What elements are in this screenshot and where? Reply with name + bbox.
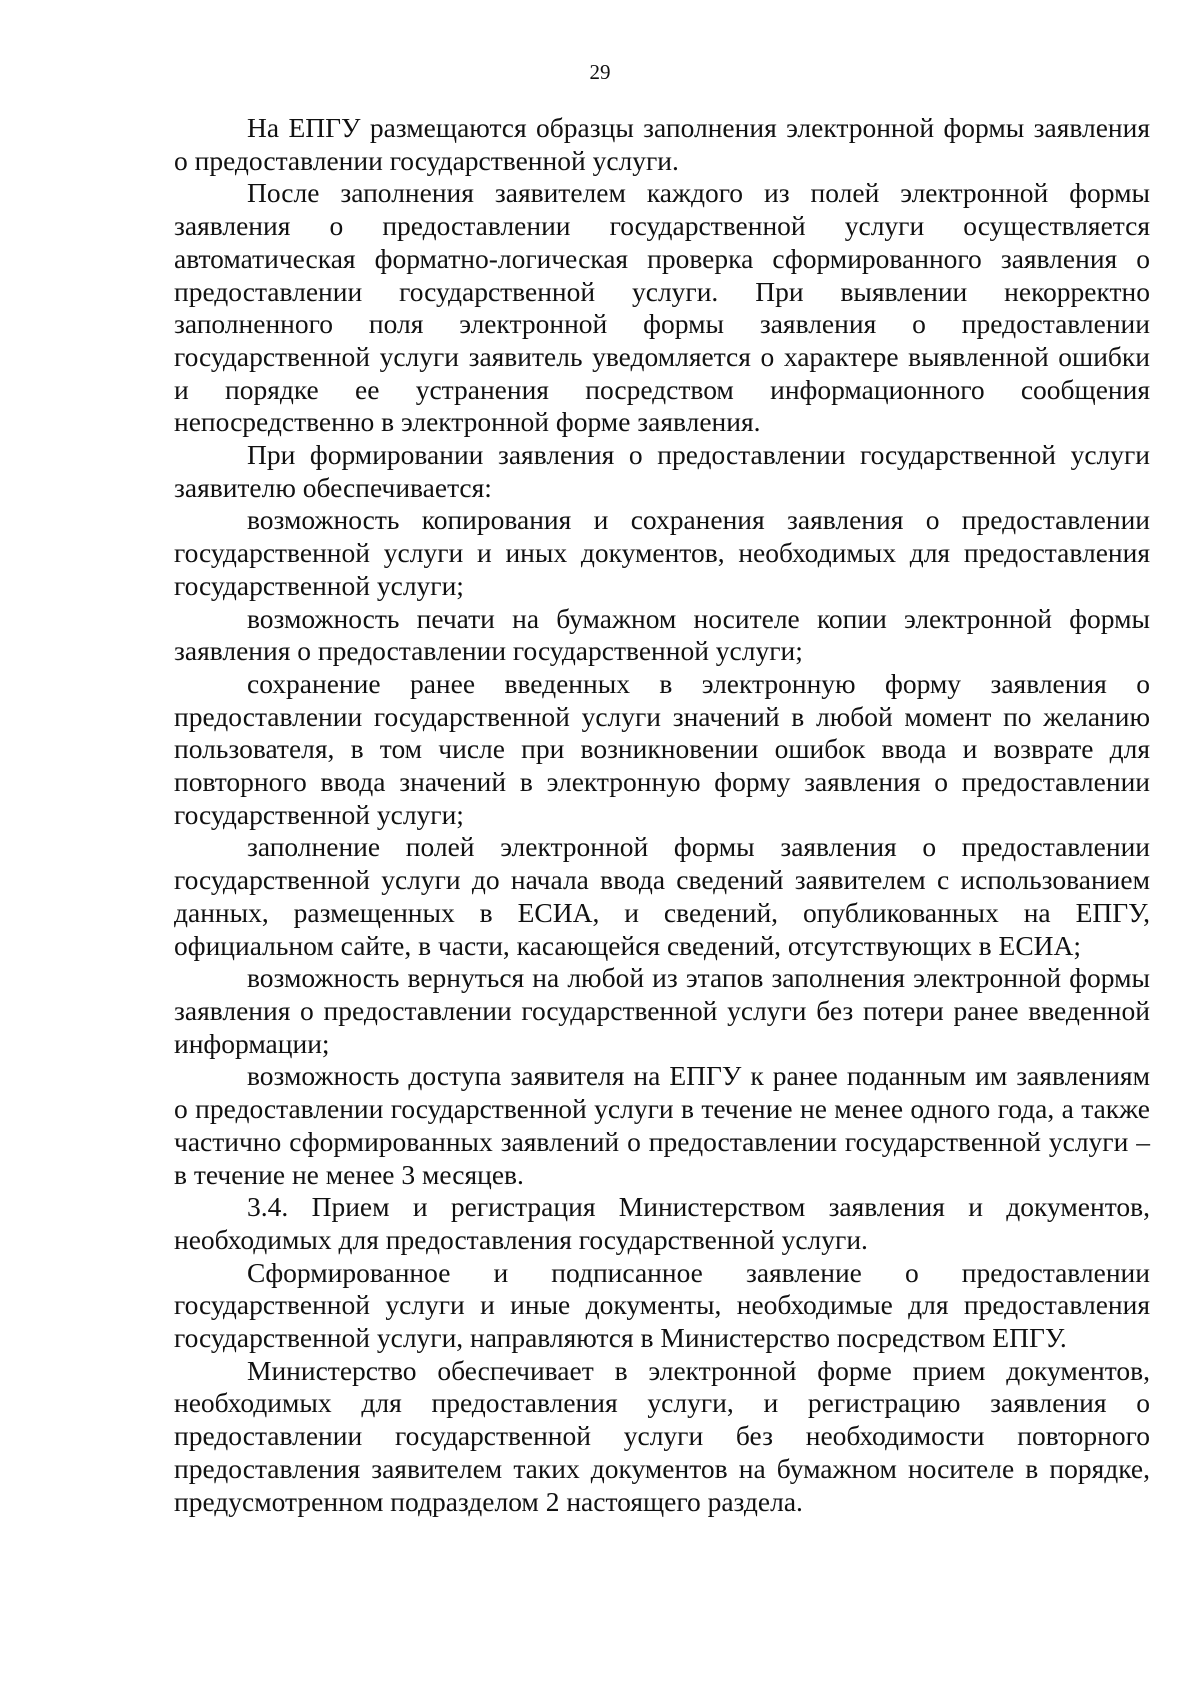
paragraph-signed-application: Сформированное и подписанное заявление о предоставлении государственной услуги и иные документы, необходимые для предоставления государственной услуги, направляются в Министерство посредством ЕПГУ. (174, 1256, 1150, 1354)
paragraph-epgu-samples: На ЕПГУ размещаются образцы заполнения электронной формы заявления о предоставлении государственной услуги. (174, 112, 1150, 176)
list-item-prefill-esia: заполнение полей электронной формы заявления о предоставлении государственной услуги до начала ввода сведений заявителем с использованием данных, размещенных в ЕСИА, и сведений, опубликованных на ЕПГУ, официальном сайте, в части, касающейся сведений, отсутствующих в ЕСИА; (174, 831, 1150, 961)
section-heading-3-4: 3.4. Прием и регистрация Министерством заявления и документов, необходимых для предоставления государственной услуги. (174, 1191, 1150, 1255)
document-body (174, 112, 1150, 1518)
paragraph-applicant-provided: При формировании заявления о предоставлении государственной услуги заявителю обеспечивается: (174, 439, 1150, 503)
paragraph-ministry-registration: Министерство обеспечивает в электронной форме прием документов, необходимых для предоставления услуги, и регистрацию заявления о предоставлении государственной услуги без необходимости повторного предоставления заявителем таких документов на бумажном носителе в порядке, предусмотренном подразделом 2 настоящего раздела. (174, 1354, 1150, 1517)
list-item-copy-save: возможность копирования и сохранения заявления о предоставлении государственной услуги и иных документов, необходимых для предоставления государственной услуги; (174, 504, 1150, 601)
paragraph-format-logic-check: После заполнения заявителем каждого из полей электронной формы заявления о предоставлении государственной услуги осуществляется автоматическая форматно-логическая проверка сформированного заявления о предоставлении государственной услуги. При выявлении некорректно заполненного поля электронной формы заявления о предоставлении государственной услуги заявитель уведомляется о характере выявленной ошибки и порядке ее устранения посредством информационного сообщения непосредственно в электронной форме заявления. (174, 177, 1150, 438)
list-item-save-values: сохранение ранее введенных в электронную форму заявления о предоставлении государственной услуги значений в любой момент по желанию пользователя, в том числе при возникновении ошибок ввода и возврате для повторного ввода значений в электронную форму заявления о предоставлении государственной услуги; (174, 667, 1150, 830)
list-item-return-step: возможность вернуться на любой из этапов заполнения электронной формы заявления о предоставлении государственной услуги без потери ранее введенной информации; (174, 962, 1150, 1059)
list-item-access-history: возможность доступа заявителя на ЕПГУ к ранее поданным им заявлениям о предоставлении государственной услуги в течение не менее одного года, а также частично сформированных заявлений о предоставлении государственной услуги – в течение не менее 3 месяцев. (174, 1060, 1150, 1190)
list-item-print: возможность печати на бумажном носителе копии электронной формы заявления о предоставлении государственной услуги; (174, 602, 1150, 667)
page-number: 29 (589, 60, 611, 84)
